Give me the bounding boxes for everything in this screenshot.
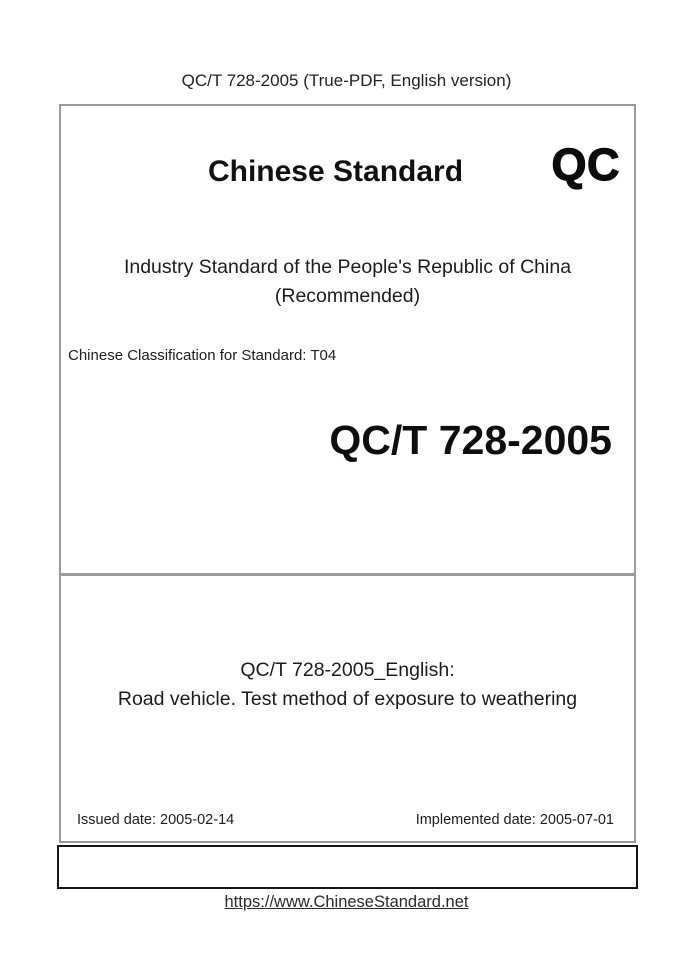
document-header-title: QC/T 728-2005 (True-PDF, English version) bbox=[181, 71, 512, 90]
classification-label: Chinese Classification for Standard: T04 bbox=[68, 347, 337, 364]
english-title-line2: Road vehicle. Test method of exposure to weathering bbox=[117, 688, 578, 710]
english-title-block bbox=[61, 656, 634, 714]
standard-type-line1: Industry Standard of the People's Republic of China bbox=[123, 256, 572, 278]
standard-type-line2: (Recommended) bbox=[274, 285, 421, 307]
dates-row bbox=[61, 810, 634, 830]
footer-empty-box bbox=[57, 845, 638, 889]
section-divider bbox=[61, 573, 634, 576]
brand-row bbox=[61, 139, 634, 198]
english-title-line1: QC/T 728-2005_English: bbox=[240, 659, 455, 681]
standard-code: QC/T 728-2005 bbox=[329, 417, 612, 463]
issued-date: Issued date: 2005-02-14 bbox=[77, 812, 235, 828]
standard-type-block bbox=[61, 253, 634, 311]
website-link[interactable]: https://www.ChineseStandard.net bbox=[224, 893, 469, 911]
cover-box bbox=[59, 104, 636, 843]
brand-title: Chinese Standard bbox=[207, 155, 464, 188]
qc-logo: QC bbox=[551, 139, 620, 190]
implemented-date: Implemented date: 2005-07-01 bbox=[415, 812, 614, 828]
